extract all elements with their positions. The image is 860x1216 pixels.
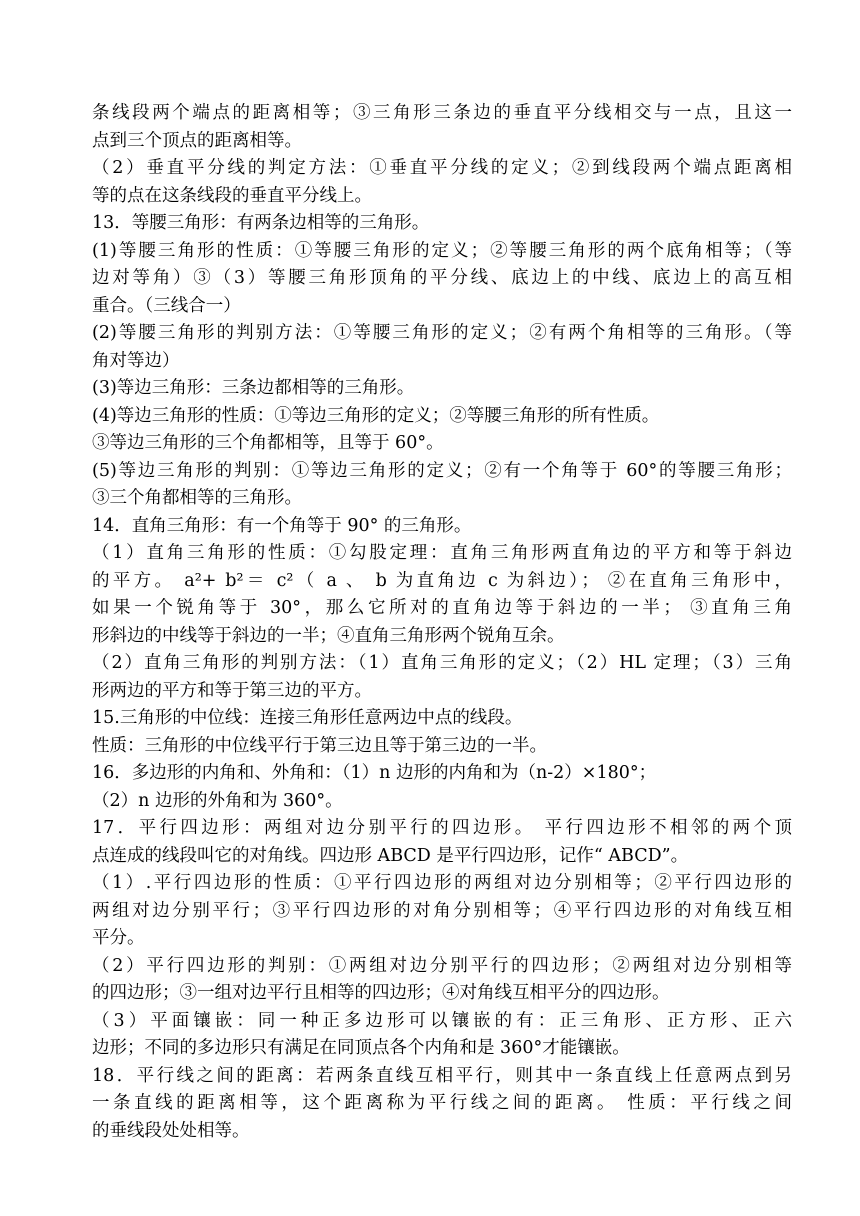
text-line: 的四边形；③一组对边平行且相等的四边形；④对角线互相平分的四边形。	[92, 983, 670, 1003]
text-line: (2)等腰三角形的判别方法：①等腰三角形的定义；②有两个角相等的三角形。（等	[92, 323, 792, 343]
text-line: （2）n 边形的外角和为 360°。	[92, 790, 343, 811]
text-line: 如果一个锐角等于 30°，那么它所对的直角边等于斜边的一半； ③直角三角	[92, 598, 792, 618]
text-line: （2）直角三角形的判别方法：（1）直角三角形的定义；（2）HL 定理；（3）三角	[92, 653, 792, 673]
text-line: 16．多边形的内角和、外角和：（1）n 边形的内角和为（n-2）×180°；	[92, 763, 657, 783]
text-line: （2）垂直平分线的判定方法：①垂直平分线的定义；②到线段两个端点距离相	[92, 158, 792, 178]
text-line: 17．平行四边形：两组对边分别平行的四边形。 平行四边形不相邻的两个顶	[92, 818, 792, 838]
text-line: (5)等边三角形的判别：①等边三角形的定义；②有一个角等于 60°的等腰三角形；	[92, 460, 792, 481]
text-line: 的垂线段处处相等。	[92, 1120, 250, 1141]
text-line: 18．平行线之间的距离：若两条直线互相平行，则其中一条直线上任意两点到另	[92, 1065, 792, 1086]
text-line: ③等边三角形的三个角都相等，且等于 60°。	[92, 433, 444, 453]
text-line: 15.三角形的中位线：连接三角形任意两边中点的线段。	[92, 708, 523, 728]
text-line: 性质：三角形的中位线平行于第三边且等于第三边的一半。	[92, 735, 547, 756]
document-body	[92, 100, 792, 1145]
text-line: 重合。（三线合一）	[92, 295, 241, 316]
text-line: (3)等边三角形：三条边都相等的三角形。	[92, 378, 415, 398]
text-line: （1）.平行四边形的性质：①平行四边形的两组对边分别相等；②平行四边形的	[92, 873, 792, 893]
text-line: 13．等腰三角形：有两条边相等的三角形。	[92, 213, 430, 233]
text-line: 点到三个顶点的距离相等。	[92, 130, 302, 151]
text-line: 点连成的线段叫它的对角线。四边形 ABCD 是平行四边形，记作“ ABCD”。	[92, 845, 689, 866]
text-line: 条线段两个端点的距离相等；③三角形三条边的垂直平分线相交与一点，且这一	[92, 103, 792, 123]
text-line: 一条直线的距离相等，这个距离称为平行线之间的距离。 性质：平行线之间	[92, 1093, 792, 1113]
text-line: 角对等边）	[92, 350, 180, 371]
text-line: 等的点在这条线段的垂直平分线上。	[92, 185, 372, 206]
text-line: (4)等边三角形的性质：①等边三角形的定义；②等腰三角形的所有性质。	[92, 405, 660, 426]
text-line: 平分。	[92, 928, 145, 948]
text-line: ③三个角都相等的三角形。	[92, 488, 302, 508]
text-line: （1）直角三角形的性质：①勾股定理：直角三角形两直角边的平方和等于斜边	[92, 543, 792, 563]
text-line: （3）平面镶嵌：同一种正多边形可以镶嵌的有：正三角形、正方形、正六	[92, 1010, 792, 1031]
text-line: 14．直角三角形：有一个角等于 90° 的三角形。	[92, 515, 472, 536]
text-line: (1)等腰三角形的性质：①等腰三角形的定义；②等腰三角形的两个底角相等；（等	[92, 240, 792, 261]
text-line: 形斜边的中线等于斜边的一半；④直角三角形两个锐角互余。	[92, 625, 565, 646]
text-line: 的平方。 a²+ b²＝ c²（ a 、 b 为直角边 c 为斜边）； ②在直角三角形中，	[92, 570, 792, 591]
text-line: 形两边的平方和等于第三边的平方。	[92, 680, 372, 701]
text-line: 边形；不同的多边形只有满足在同顶点各个内角和是 360°才能镶嵌。	[92, 1038, 630, 1058]
text-line: 边对等角）③（3）等腰三角形顶角的平分线、底边上的中线、底边上的高互相	[92, 268, 792, 288]
document-page	[92, 100, 792, 1145]
text-line: 两组对边分别平行；③平行四边形的对角分别相等；④平行四边形的对角线互相	[92, 900, 792, 921]
text-line: （2）平行四边形的判别：①两组对边分别平行的四边形；②两组对边分别相等	[92, 955, 792, 976]
